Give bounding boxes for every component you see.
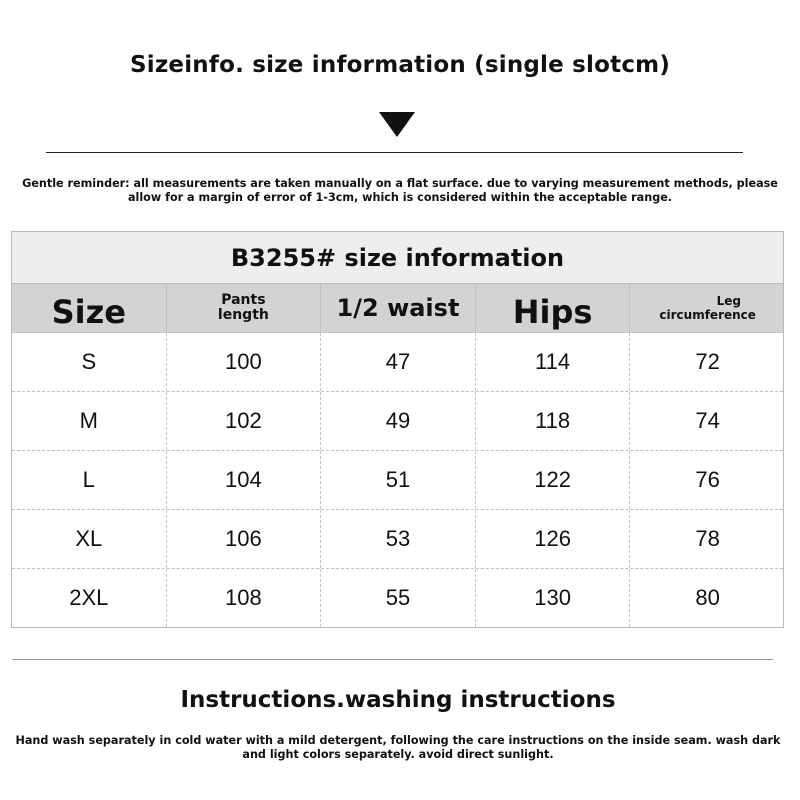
top-divider	[46, 152, 743, 153]
header-leg-line1: Leg	[716, 294, 741, 308]
size-table-title: B3255# size information	[12, 232, 783, 284]
washing-title: Instructions.washing instructions	[180, 687, 616, 713]
cell-hips: 114	[476, 333, 631, 391]
measurement-reminder: Gentle reminder: all measurements are taken manually on a flat surface. due to varying measurement methods, please allow for a margin of error of 1-3cm, which is considered within the acceptable range.	[22, 177, 778, 204]
table-row	[12, 510, 783, 569]
cell-pants-length: 106	[167, 510, 322, 568]
header-leg-line2: circumference	[659, 308, 756, 322]
page-title: Sizeinfo. size information (single slotcm)	[129, 52, 671, 78]
cell-leg: 72	[695, 349, 720, 374]
cell-hips: 126	[476, 510, 631, 568]
size-table-header	[12, 284, 783, 333]
header-half-waist: 1/2 waist	[321, 284, 476, 332]
header-pants-length-line1: Pants	[221, 292, 266, 308]
cell-size: XL	[12, 510, 167, 568]
table-row	[12, 569, 783, 627]
cell-hips: 122	[476, 451, 631, 509]
cell-leg: 74	[695, 408, 720, 433]
cell-leg: 76	[695, 467, 720, 492]
cell-half-waist: 49	[321, 392, 476, 450]
cell-pants-length: 104	[167, 451, 322, 509]
header-pants-length	[167, 284, 322, 332]
cell-size: L	[12, 451, 167, 509]
cell-pants-length: 102	[167, 392, 322, 450]
header-leg-circumference	[630, 284, 785, 332]
bottom-divider	[12, 659, 773, 660]
cell-half-waist: 55	[321, 569, 476, 627]
cell-leg: 78	[695, 526, 720, 551]
cell-hips: 118	[476, 392, 631, 450]
washing-instructions: Hand wash separately in cold water with a mild detergent, following the care instructions on the inside seam. wash dark and light colors separately. avoid direct sunlight.	[15, 734, 781, 761]
cell-hips: 130	[476, 569, 631, 627]
header-pants-length-line2: length	[217, 307, 269, 323]
cell-size: S	[12, 333, 167, 391]
cell-half-waist: 53	[321, 510, 476, 568]
table-row	[12, 451, 783, 510]
cell-half-waist: 47	[321, 333, 476, 391]
down-triangle-icon	[379, 112, 415, 137]
size-table	[11, 231, 784, 628]
cell-size: 2XL	[12, 569, 167, 627]
header-hips: Hips	[476, 284, 631, 332]
cell-leg: 80	[695, 585, 720, 610]
header-size: Size	[12, 284, 167, 332]
cell-size: M	[12, 392, 167, 450]
table-row	[12, 333, 783, 392]
cell-half-waist: 51	[321, 451, 476, 509]
cell-pants-length: 108	[167, 569, 322, 627]
table-row	[12, 392, 783, 451]
cell-pants-length: 100	[167, 333, 322, 391]
